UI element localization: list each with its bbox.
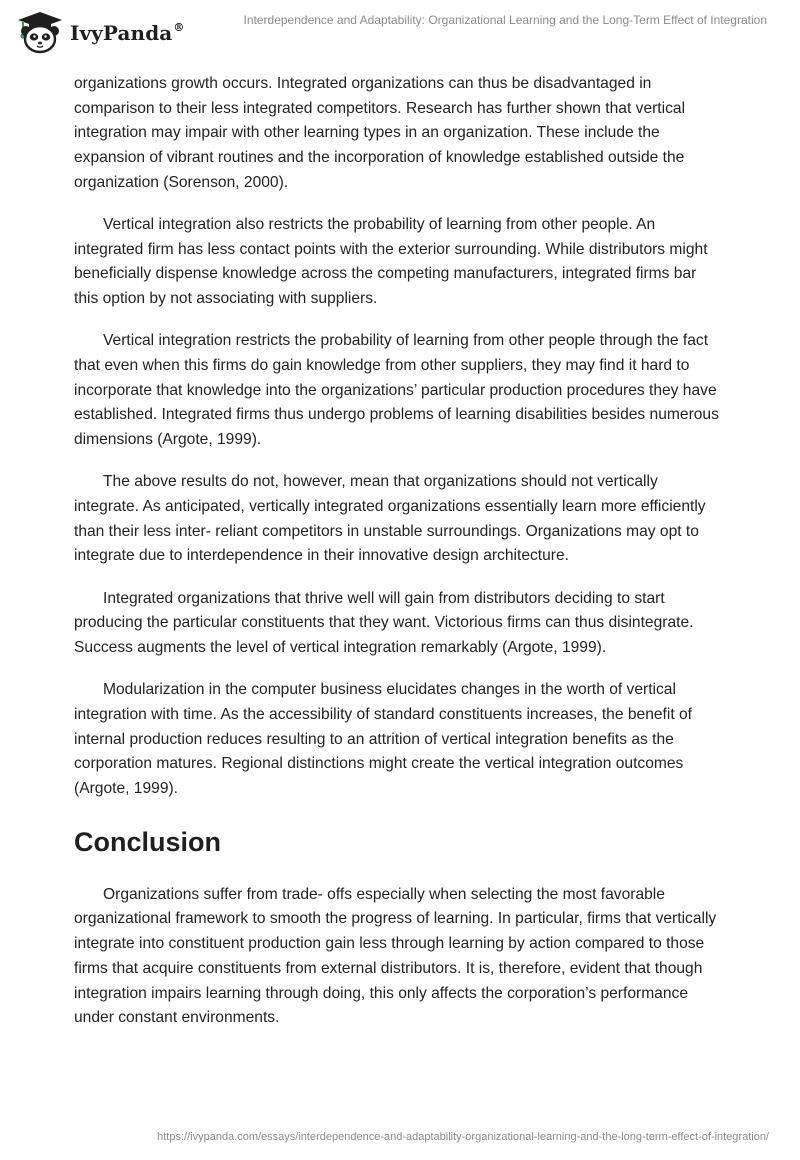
paragraph: Vertical integration restricts the probability of learning from other people through the fact that even when this firms do gain knowledge from other suppliers, they may find it hard to incorporate that knowledge into the organizations’ particular production procedures they have established. Integrated firms thus undergo problems of learning disabilities besides numerous dimensions (Argote, 1999). [74,332,719,449]
conclusion-paragraph: Organizations suffer from trade- offs especially when selecting the most favorable organizational framework to smooth the progress of learning. In particular, firms that vertically integrate into constituent production gain less through learning by action compared to those firms that acquire constituents from external distributors. It is, therefore, evident that though integration impairs learning through doing, this only affects the corporation’s performance under constant environments. [74,885,717,1027]
essay-body [74,72,724,1049]
conclusion-heading: Conclusion [74,826,221,857]
paragraph: Vertical integration also restricts the probability of learning from other people. An integrated firm has less contact points with the exterior surrounding. While distributors might beneficially dispense knowledge across the competing manufacturers, integrated firms bar this option by not associating with suppliers. [74,216,708,308]
paragraph: The above results do not, however, mean that organizations should not vertically integrate. As anticipated, vertically integrated organizations essentially learn more efficiently than their less inter- reliant competitors in unstable surroundings. Organizations may opt to integrate due to interdependence in their innovative design architecture. [74,473,706,565]
paragraph: organizations growth occurs. Integrated organizations can thus be disadvantaged in comparison to their less integrated competitors. Research has further shown that vertical integration may impair with other learning types in an organization. These include the expansion of vibrant routines and the incorporation of knowledge established outside the organization (Sorenson, 2000). [74,75,686,191]
panda-graduate-icon [14,10,66,54]
source-url[interactable]: https://ivypanda.com/essays/interdependence-and-adaptability-organizational-learning-and-the-long-term-effect-of-integration/ [157,1131,769,1143]
ivypanda-logo[interactable] [14,10,184,54]
brand-name: IvyPanda® [70,21,185,45]
page-header [0,0,800,60]
paragraph: Integrated organizations that thrive well will gain from distributors deciding to start producing the particular constituents that they want. Victorious firms can thus disintegrate. Success augments the level of vertical integration remarkably (Argote, 1999). [74,589,694,657]
paragraph: Modularization in the computer business elucidates changes in the worth of vertical integration with time. As the accessibility of standard constituents increases, the benefit of internal production reduces resulting to an attrition of vertical integration benefits as the corporation matures. Regional distinctions might create the vertical integration outcomes (Argote, 1999). [74,681,693,798]
document-title: Interdependence and Adaptability: Organizational Learning and the Long-Term Effect of Integration [243,13,767,27]
